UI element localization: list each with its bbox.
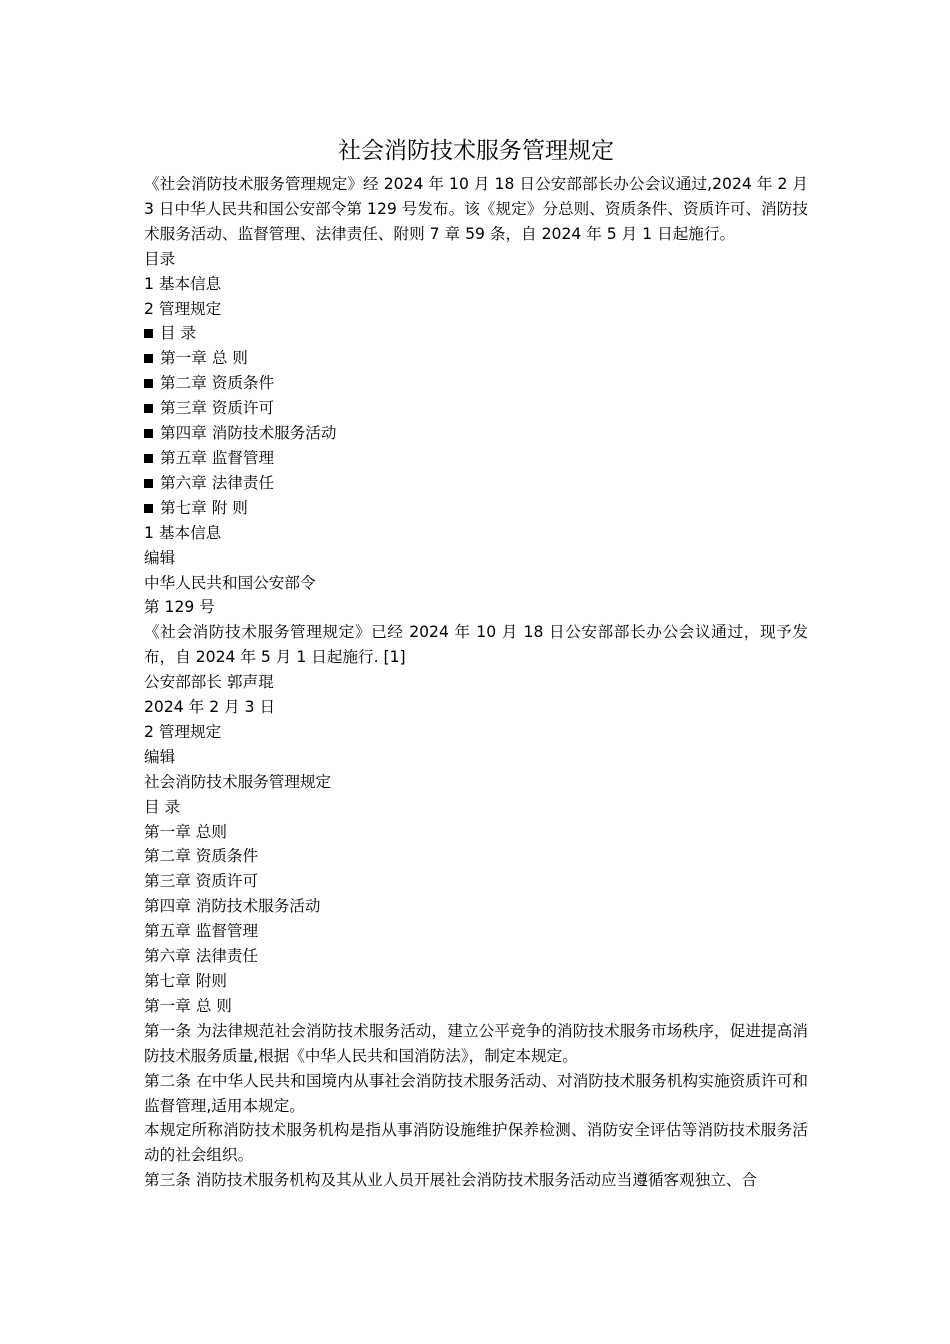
order-number: 第 129 号 <box>144 598 215 617</box>
bullet-list-item[interactable] <box>144 396 808 421</box>
chapter-list-item: 第五章 监督管理 <box>144 922 259 941</box>
chapter-list-item: 第四章 消防技术服务活动 <box>144 897 321 916</box>
document-page <box>144 132 808 1193</box>
bullet-item-label: 第四章 消防技术服务活动 <box>160 424 337 443</box>
chapter-heading: 第一章 总 则 <box>144 996 232 1015</box>
regulation-toc-title: 目 录 <box>144 797 181 816</box>
section-heading: 2 管理规定 <box>144 722 222 741</box>
bullet-item-label: 第三章 资质许可 <box>160 399 275 418</box>
intro-paragraph: 《社会消防技术服务管理规定》经 2024 年 10 月 18 日公安部部长办公会议通过,2024 年 2 月 3 日中华人民共和国公安部令第 129 号发布。该《规定》分总则、资质条件、资质许可、消防技术服务活动、监督管理、法律责任、附则 7 章 59 条，自 2024 年 5 月 1 日起施行。 <box>144 175 808 243</box>
announcement-paragraph: 《社会消防技术服务管理规定》已经 2024 年 10 月 18 日公安部部长办公会议通过，现予发布，自 2024 年 5 月 1 日起施行. [1] <box>144 623 808 667</box>
bullet-list-item[interactable] <box>144 321 808 346</box>
bullet-item-label: 第五章 监督管理 <box>160 448 275 467</box>
bullet-item-label: 第二章 资质条件 <box>160 374 275 393</box>
bullet-item-label: 第一章 总 则 <box>160 349 248 368</box>
bullet-list-item[interactable] <box>144 346 808 371</box>
bullet-square-icon <box>144 429 153 438</box>
article-paragraph: 第三条 消防技术服务机构及其从业人员开展社会消防技术服务活动应当遵循客观独立、合 <box>144 1171 758 1190</box>
signature-line: 公安部部长 郭声琨 <box>144 673 274 692</box>
section-heading: 1 基本信息 <box>144 523 222 542</box>
bullet-square-icon <box>144 404 153 413</box>
bullet-square-icon <box>144 479 153 488</box>
bullet-item-label: 第六章 法律责任 <box>160 473 275 492</box>
bullet-item-label: 目 录 <box>160 324 197 343</box>
issuer-line: 中华人民共和国公安部令 <box>144 573 316 592</box>
bullet-square-icon <box>144 329 153 338</box>
bullet-list-item[interactable] <box>144 371 808 396</box>
chapter-list-item: 第二章 资质条件 <box>144 847 259 866</box>
bullet-square-icon <box>144 354 153 363</box>
edit-link[interactable]: 编辑 <box>144 747 176 766</box>
edit-link[interactable]: 编辑 <box>144 548 176 567</box>
bullet-list-item[interactable] <box>144 421 808 446</box>
bullet-square-icon <box>144 454 153 463</box>
bullet-square-icon <box>144 379 153 388</box>
regulation-title: 社会消防技术服务管理规定 <box>144 772 332 791</box>
document-title: 社会消防技术服务管理规定 <box>338 138 614 164</box>
article-paragraph: 本规定所称消防技术服务机构是指从事消防设施维护保养检测、消防安全评估等消防技术服务活动的社会组织。 <box>144 1121 808 1165</box>
chapter-list-item: 第六章 法律责任 <box>144 947 259 966</box>
bullet-item-label: 第七章 附 则 <box>160 498 248 517</box>
chapter-list-item: 第七章 附则 <box>144 972 227 990</box>
bullet-square-icon <box>144 504 153 513</box>
article-paragraph: 第一条 为法律规范社会消防技术服务活动，建立公平竞争的消防技术服务市场秩序，促进提高消防技术服务质量,根据《中华人民共和国消防法》，制定本规定。 <box>144 1021 808 1065</box>
chapter-list-item: 第一章 总则 <box>144 822 227 841</box>
toc-item[interactable]: 2 管理规定 <box>144 299 222 318</box>
bullet-list-item[interactable] <box>144 496 808 521</box>
bullet-list-item[interactable] <box>144 471 808 496</box>
date-line: 2024 年 2 月 3 日 <box>144 698 276 717</box>
toc-item[interactable]: 1 基本信息 <box>144 274 222 293</box>
toc-heading: 目录 <box>144 249 176 268</box>
chapter-list-item: 第三章 资质许可 <box>144 872 259 891</box>
article-paragraph: 第二条 在中华人民共和国境内从事社会消防技术服务活动、对消防技术服务机构实施资质许可和监督管理,适用本规定。 <box>144 1071 808 1115</box>
bullet-list-item[interactable] <box>144 446 808 471</box>
